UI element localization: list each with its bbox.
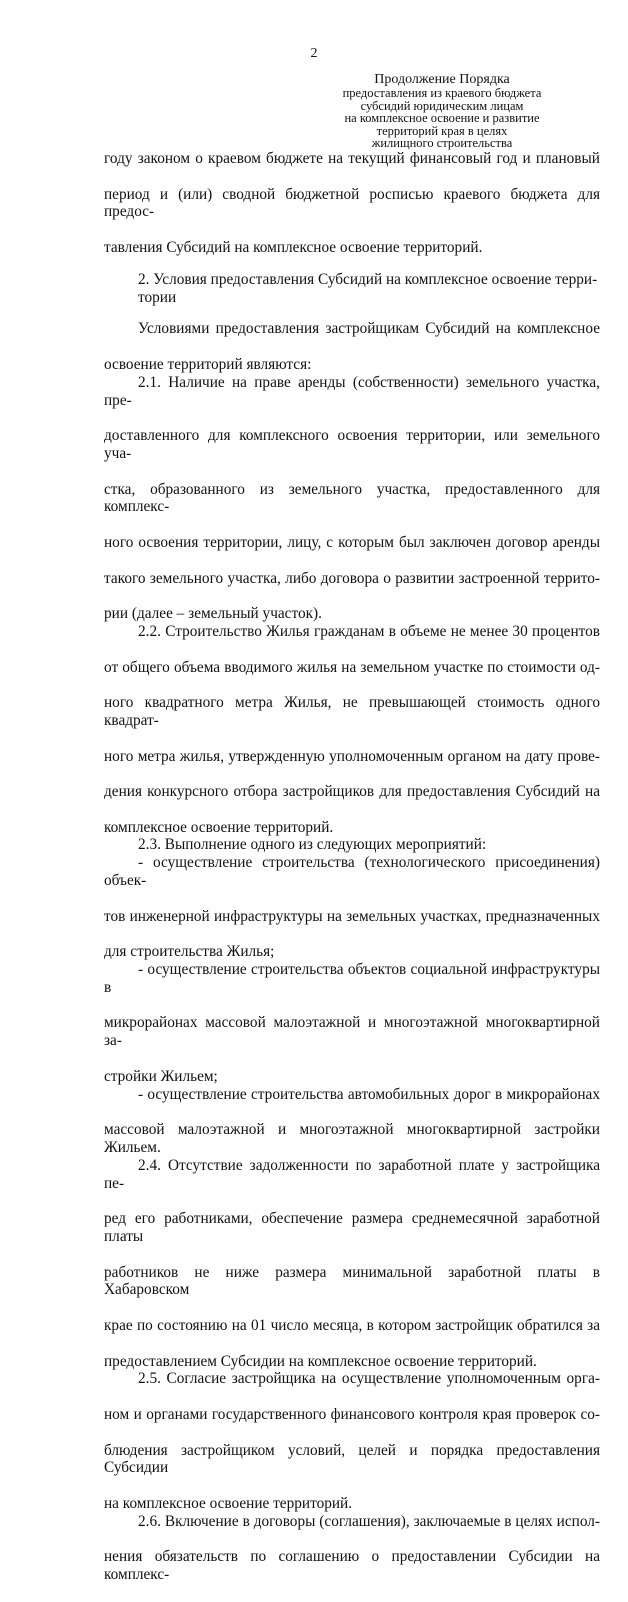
text-line: 2.2. Строительство Жилья гражданам в объеме не менее 30 процентов [138, 622, 600, 640]
text-line: ном и органами государственного финансового контроля края проверок со- [104, 1405, 600, 1423]
text-line: году законом о краевом бюджете на текущий финансовый год и плановый [104, 150, 600, 167]
continuation-line: территорий края в целях [376, 123, 508, 138]
document-body [104, 150, 600, 1602]
continuation-title: Продолжение Порядка [374, 72, 510, 87]
text-line: блюдения застройщиком условий, целей и порядка предоставления Субсидии [104, 1441, 600, 1477]
text-line: стройки Жильем; [104, 1067, 218, 1085]
continuation-line: предоставления из краевого бюджета [342, 86, 542, 100]
text-line: на комплексное освоение территорий. [104, 1494, 353, 1512]
text-line: 2.1. Наличие на праве аренды (собственности) земельного участка, пре- [104, 373, 600, 409]
text-line: стка, образованного из земельного участка, предоставленного для комплекс- [104, 480, 600, 516]
text-line: комплексное освоение территорий. [104, 818, 334, 836]
text-line: 2.5. Согласие застройщика на осуществление уполномоченным орга- [138, 1370, 600, 1388]
continuation-line: на комплексное освоение и развитие [344, 111, 540, 125]
text-line: Условиями предоставления застройщикам Субсидий на комплексное [138, 320, 600, 338]
text-line: - осуществление строительства автомобильных дорог в микрорайонах [138, 1085, 600, 1103]
continuation-line: субсидий юридическим лицам [360, 98, 524, 113]
text-line: ного квадратного метра Жилья, не превышающей стоимость одного квадрат- [104, 694, 600, 729]
section-heading-line: 2. Условия предоставления Субсидий на комплексное освоение терри- [138, 270, 598, 288]
text-line: доставленного для комплексного освоения территории, или земельного уча- [104, 427, 600, 462]
section-heading-line: тории [138, 288, 177, 306]
continuation-line: жилищного строительства [371, 136, 513, 150]
text-line: для строительства Жилья; [104, 943, 275, 961]
text-line: от общего объема вводимого жилья на земельном участке по стоимости од- [104, 658, 600, 676]
text-line: массовой малоэтажной и многоэтажной многоквартирной застройки Жильем. [104, 1121, 600, 1157]
text-line: 2.4. Отсутствие задолженности по заработной плате у застройщика пе- [104, 1156, 600, 1192]
text-line: ного освоения территории, лицу, с которым был заключен договор аренды [104, 533, 600, 551]
text-line: освоение территорий являются: [104, 355, 312, 373]
text-line: нения обязательств по соглашению о предоставлении Субсидии на комплекс- [104, 1548, 600, 1584]
text-line: предоставлением Субсидии на комплексное освоение территорий. [104, 1352, 537, 1370]
text-line: работников не ниже размера минимальной заработной платы в Хабаровском [104, 1263, 600, 1299]
page-number: 2 [310, 46, 318, 61]
text-line: - осуществление строительства объектов социальной инфраструктуры в [104, 961, 600, 996]
text-line: дения конкурсного отбора застройщиков для предоставления Субсидий на [104, 783, 600, 801]
section-heading [104, 271, 600, 307]
text-line: 2.6. Включение в договоры (соглашения), заключаемые в целях испол- [138, 1512, 600, 1530]
text-line: 2.3. Выполнение одного из следующих мероприятий: [138, 836, 487, 854]
text-line: рии (далее – земельный участок). [104, 605, 322, 623]
text-line: ред его работниками, обеспечение размера среднемесячной заработной платы [104, 1210, 600, 1246]
text-line: такого земельного участка, либо договора о развитии застроенной террито- [104, 569, 600, 587]
text-line: - осуществление строительства (технологического присоединения) объек- [104, 854, 600, 890]
text-line: период и (или) сводной бюджетной росписью краевого бюджета для предос- [104, 185, 600, 221]
continuation-header [292, 72, 592, 150]
text-line: микрорайонах массовой малоэтажной и многоэтажной многоквартирной за- [104, 1014, 600, 1050]
text-line: крае по состоянию на 01 число месяца, в котором застройщик обратился за [104, 1317, 600, 1334]
text-line: тавления Субсидий на комплексное освоение территорий. [104, 238, 483, 256]
text-line: тов инженерной инфраструктуры на земельных участках, предназначенных [104, 907, 600, 925]
text-line: ного метра жилья, утвержденную уполномоченным органом на дату прове- [104, 747, 600, 765]
